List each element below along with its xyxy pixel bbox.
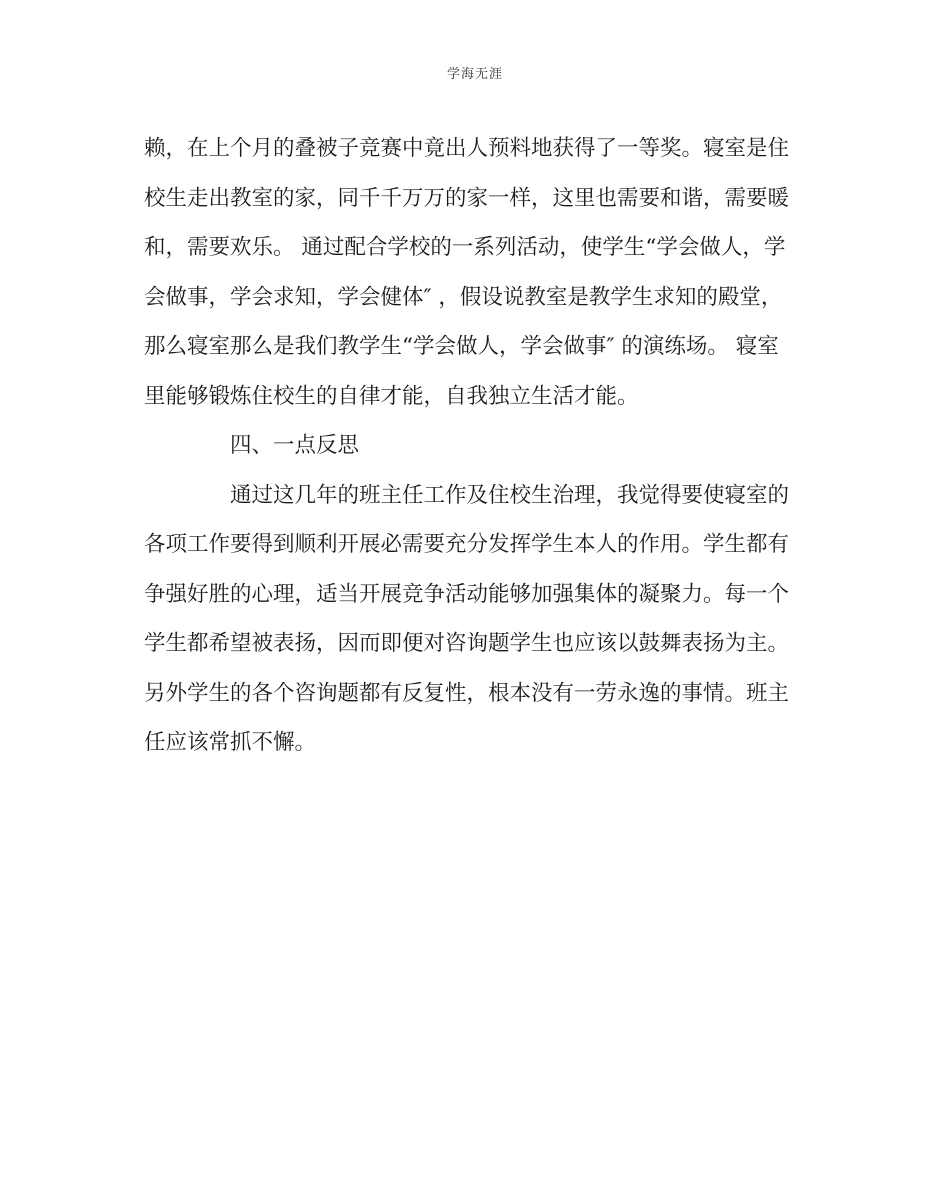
page-header: 学海无涯 — [446, 67, 503, 82]
text-line: 争强好胜的心理，适当开展竞争活动能够加强集体的凝聚力。每一个 — [144, 581, 790, 607]
document-body — [144, 124, 810, 768]
text-line: 赖，在上个月的叠被子竞赛中竟出人预料地获得了一等奖。寝室是住 — [144, 136, 790, 161]
section-heading — [144, 421, 810, 471]
text-line: 和，需要欢乐。 通过配合学校的一系列活动，使学生“学会做人，学 — [144, 235, 786, 260]
text-line: 各项工作要得到顺利开展必需要充分发挥学生本人的作用。学生都有 — [144, 532, 790, 557]
text-line: 里能够锻炼住校生的自律才能，自我独立生活才能。 — [144, 383, 639, 409]
text-line: 会做事，学会求知，学会健体″ ，假设说教室是教学生求知的殿堂， — [144, 284, 783, 310]
text-line: 另外学生的各个咨询题都有反复性，根本没有一劳永逸的事情。班主 — [144, 680, 790, 706]
text-line: 通过这几年的班主任工作及住校生治理，我觉得要使寝室的 — [230, 482, 790, 508]
text-line: 那么寝室那么是我们教学生“学会做人，学会做事″ 的演练场。 寝室 — [144, 334, 779, 359]
text-line: 任应该常抓不懈。 — [144, 730, 317, 755]
paragraph — [144, 471, 810, 768]
paragraph — [144, 124, 810, 421]
heading-text: 四、一点反思 — [230, 433, 360, 458]
text-line: 校生走出教室的家，同千千万万的家一样，这里也需要和谐，需要暖 — [144, 185, 790, 211]
text-line: 学生都希望被表扬，因而即便对咨询题学生也应该以鼓舞表扬为主。 — [144, 631, 790, 656]
